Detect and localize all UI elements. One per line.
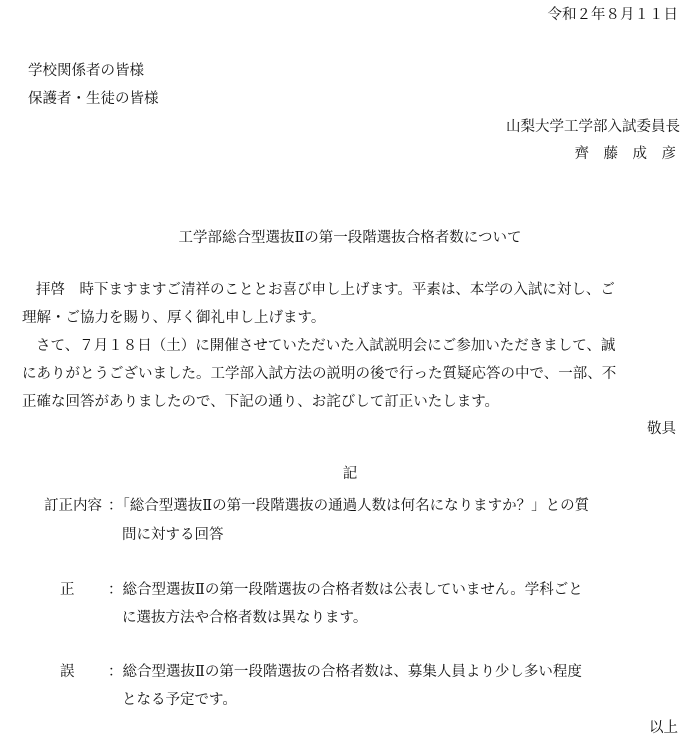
addressee-schools: 学校関係者の皆様: [28, 63, 144, 79]
body-paragraph-2-line-3: 正確な回答がありましたので、下記の通り、お詫びして訂正いたします。: [22, 394, 500, 410]
end-ijou: 以上: [649, 720, 678, 736]
addressee-parents-students: 保護者・生徒の皆様: [28, 91, 159, 107]
document-subject: 工学部総合型選抜Ⅱの第一段階選抜合格者数について: [178, 230, 522, 246]
date: 令和２年８月１１日: [547, 7, 678, 23]
sender-name: 齊 藤 成 彦: [574, 146, 676, 162]
item-label-correct: 正: [60, 582, 75, 598]
item-incorrect-line-1: ：総合型選抜Ⅱの第一段階選抜の合格者数は、募集人員より少し多い程度: [108, 664, 582, 680]
item-correct-line-1: ：総合型選抜Ⅱの第一段階選抜の合格者数は公表していません。学科ごと: [108, 582, 583, 598]
body-paragraph-1-line-2: 理解・ご協力を賜り、厚く御礼申し上げます。: [22, 310, 326, 326]
closing-keigu: 敬具: [647, 421, 676, 437]
item-correct-line-2: に選抜方法や合格者数は異なります。: [122, 610, 368, 626]
body-paragraph-2-line-2: にありがとうございました。工学部入試方法の説明の後で行った質疑応答の中で、一部、不: [22, 366, 617, 382]
ki-heading: 記: [342, 466, 358, 482]
item-correction-line-2: 問に対する回答: [122, 527, 224, 543]
body-paragraph-1-line-1: 拝啓 時下ますますご清祥のこととお喜び申し上げます。平素は、本学の入試に対し、ご: [36, 282, 615, 298]
body-paragraph-2-line-1: さて、７月１８日（土）に開催させていただいた入試説明会にご参加いただきまして、誠: [36, 338, 616, 354]
item-correction-line-1: ：「総合型選抜Ⅱの第一段階選抜の通過人数は何名になりますか？」との質: [108, 498, 590, 514]
item-incorrect-line-2: となる予定です。: [122, 692, 237, 708]
item-label-incorrect: 誤: [60, 664, 75, 680]
item-label-correction: 訂正内容: [44, 498, 102, 514]
sender-title: 山梨大学工学部入試委員長: [506, 119, 680, 135]
